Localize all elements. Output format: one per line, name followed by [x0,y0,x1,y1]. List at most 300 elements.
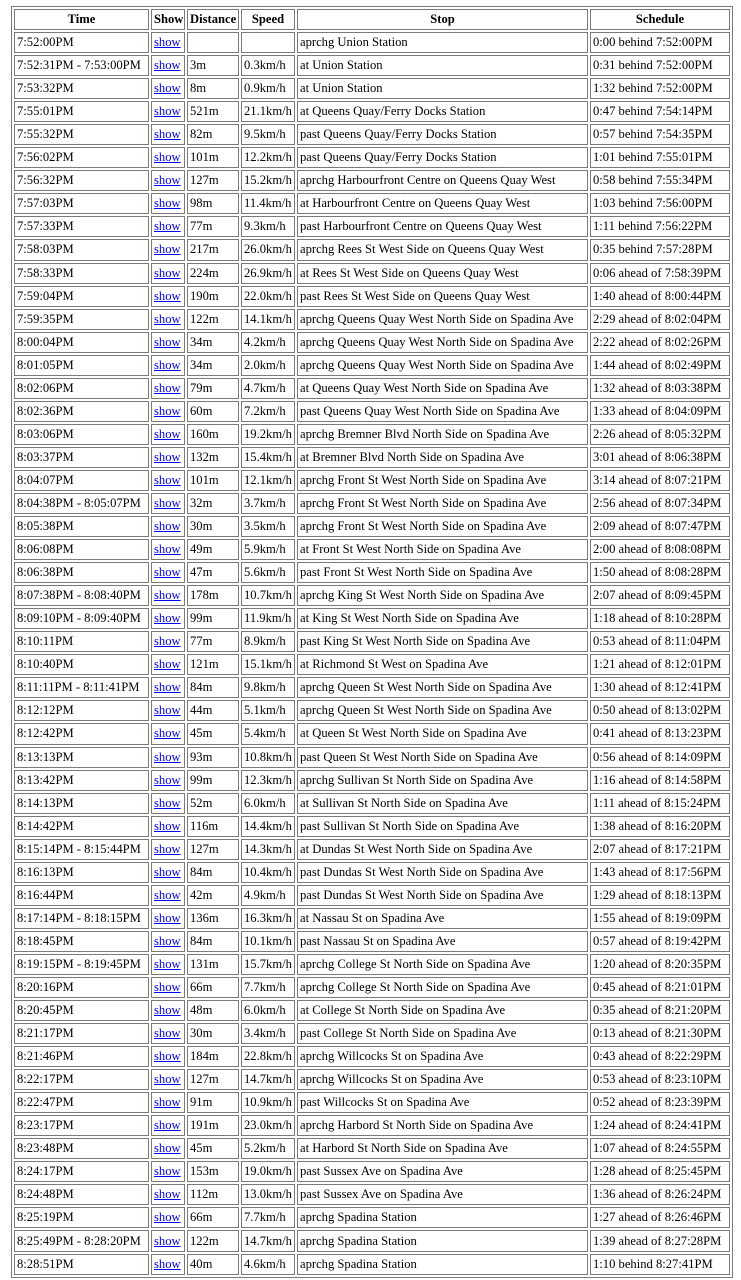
distance-cell: 32m [187,493,239,514]
show-link[interactable]: show [154,104,181,119]
time-cell: 8:24:17PM [14,1161,149,1182]
table-row [14,1069,730,1090]
schedule-cell: 2:26 ahead of 8:05:32PM [590,424,730,445]
schedule-cell: 2:07 ahead of 8:17:21PM [590,839,730,860]
speed-cell: 7.2km/h [241,401,295,422]
show-cell [151,170,185,191]
stop-cell: at Dundas St West North Side on Spadina Ave [297,839,588,860]
col-header-schedule: Schedule [590,9,730,30]
distance-cell: 48m [187,1000,239,1021]
show-cell [151,862,185,883]
show-cell [151,263,185,284]
table-row [14,286,730,307]
schedule-cell: 2:09 ahead of 8:07:47PM [590,516,730,537]
schedule-cell: 0:52 ahead of 8:23:39PM [590,1092,730,1113]
distance-cell: 122m [187,309,239,330]
show-cell [151,585,185,606]
show-cell [151,608,185,629]
speed-cell: 22.0km/h [241,286,295,307]
distance-cell: 47m [187,562,239,583]
stop-cell: aprchg Queens Quay West North Side on Spadina Ave [297,355,588,376]
show-link[interactable]: show [154,1003,181,1018]
show-link[interactable]: show [154,841,181,856]
show-link[interactable]: show [154,357,181,372]
show-link[interactable]: show [154,680,181,695]
show-link[interactable]: show [154,864,181,879]
distance-cell: 190m [187,286,239,307]
speed-cell: 16.3km/h [241,908,295,929]
stop-cell: at Sullivan St North Side on Spadina Ave [297,793,588,814]
schedule-cell: 2:29 ahead of 8:02:04PM [590,309,730,330]
stop-cell: aprchg College St North Side on Spadina Ave [297,954,588,975]
distance-cell: 224m [187,263,239,284]
schedule-cell: 1:50 ahead of 8:08:28PM [590,562,730,583]
table-row [14,700,730,721]
table-row [14,309,730,330]
show-link[interactable]: show [154,173,181,188]
time-cell: 8:04:38PM - 8:05:07PM [14,493,149,514]
show-link[interactable]: show [154,58,181,73]
table-row [14,1046,730,1067]
show-cell [151,239,185,260]
show-link[interactable]: show [154,380,181,395]
stop-cell: aprchg Spadina Station [297,1230,588,1251]
stop-cell: at Bremner Blvd North Side on Spadina Ave [297,447,588,468]
stop-cell: past Sussex Ave on Spadina Ave [297,1161,588,1182]
show-cell [151,378,185,399]
time-cell: 8:09:10PM - 8:09:40PM [14,608,149,629]
show-link[interactable]: show [154,933,181,948]
distance-cell: 40m [187,1254,239,1275]
schedule-cell: 1:44 ahead of 8:02:49PM [590,355,730,376]
table-row [14,770,730,791]
show-link[interactable]: show [154,749,181,764]
distance-cell: 217m [187,239,239,260]
show-link[interactable]: show [154,611,181,626]
schedule-cell: 0:56 ahead of 8:14:09PM [590,747,730,768]
table-row [14,193,730,214]
time-cell: 7:57:03PM [14,193,149,214]
schedule-cell: 0:13 ahead of 8:21:30PM [590,1023,730,1044]
table-row [14,470,730,491]
time-cell: 8:24:48PM [14,1184,149,1205]
speed-cell: 26.9km/h [241,263,295,284]
stop-cell: aprchg Spadina Station [297,1207,588,1228]
show-link[interactable]: show [154,795,181,810]
show-cell [151,562,185,583]
schedule-cell: 1:55 ahead of 8:19:09PM [590,908,730,929]
stop-cell: past Sullivan St North Side on Spadina Ave [297,816,588,837]
table-row [14,170,730,191]
time-cell: 8:02:36PM [14,401,149,422]
show-link[interactable]: show [154,1095,181,1110]
table-row [14,562,730,583]
speed-cell: 19.2km/h [241,424,295,445]
distance-cell: 131m [187,954,239,975]
time-cell: 8:14:42PM [14,816,149,837]
distance-cell: 101m [187,470,239,491]
schedule-cell: 0:50 ahead of 8:13:02PM [590,700,730,721]
show-link[interactable]: show [154,634,181,649]
distance-cell: 3m [187,55,239,76]
time-cell: 8:22:17PM [14,1069,149,1090]
time-cell: 8:20:16PM [14,977,149,998]
show-link[interactable]: show [154,127,181,142]
time-cell: 8:21:17PM [14,1023,149,1044]
time-cell: 8:20:45PM [14,1000,149,1021]
show-cell [151,55,185,76]
speed-cell: 10.8km/h [241,747,295,768]
speed-cell: 4.2km/h [241,332,295,353]
show-cell [151,816,185,837]
time-cell: 8:07:38PM - 8:08:40PM [14,585,149,606]
table-row [14,1138,730,1159]
schedule-cell: 1:40 ahead of 8:00:44PM [590,286,730,307]
show-link[interactable]: show [154,542,181,557]
time-cell: 8:11:11PM - 8:11:41PM [14,677,149,698]
show-cell [151,1207,185,1228]
distance-cell: 45m [187,1138,239,1159]
time-cell: 7:52:00PM [14,32,149,53]
show-link[interactable]: show [154,910,181,925]
show-link[interactable]: show [154,311,181,326]
distance-cell: 52m [187,793,239,814]
schedule-cell: 0:53 ahead of 8:23:10PM [590,1069,730,1090]
time-cell: 8:03:37PM [14,447,149,468]
show-link[interactable]: show [154,1049,181,1064]
stop-cell: aprchg Harbord St North Side on Spadina Ave [297,1115,588,1136]
table-row [14,147,730,168]
show-link[interactable]: show [154,726,181,741]
schedule-cell: 0:31 behind 7:52:00PM [590,55,730,76]
distance-cell: 30m [187,1023,239,1044]
stop-cell: aprchg Union Station [297,32,588,53]
speed-cell: 6.0km/h [241,1000,295,1021]
distance-cell: 98m [187,193,239,214]
table-row [14,862,730,883]
show-cell [151,216,185,237]
stop-cell: past King St West North Side on Spadina Ave [297,631,588,652]
schedule-cell: 1:39 ahead of 8:27:28PM [590,1230,730,1251]
table-row [14,954,730,975]
distance-cell: 127m [187,1069,239,1090]
table-row [14,931,730,952]
show-link[interactable]: show [154,472,181,487]
show-cell [151,1161,185,1182]
show-cell [151,723,185,744]
time-cell: 8:06:08PM [14,539,149,560]
stop-cell: aprchg Willcocks St on Spadina Ave [297,1069,588,1090]
table-row [14,516,730,537]
stop-cell: aprchg Spadina Station [297,1254,588,1275]
table-row [14,355,730,376]
speed-cell: 0.9km/h [241,78,295,99]
show-link[interactable]: show [154,1026,181,1041]
stop-cell: aprchg Queen St West North Side on Spadina Ave [297,700,588,721]
schedule-cell: 0:43 ahead of 8:22:29PM [590,1046,730,1067]
schedule-cell: 1:11 ahead of 8:15:24PM [590,793,730,814]
table-row [14,378,730,399]
time-cell: 7:52:31PM - 7:53:00PM [14,55,149,76]
stop-cell: aprchg Front St West North Side on Spadina Ave [297,493,588,514]
stop-cell: aprchg Willcocks St on Spadina Ave [297,1046,588,1067]
distance-cell: 99m [187,770,239,791]
speed-cell: 15.1km/h [241,654,295,675]
table-row [14,1207,730,1228]
stop-cell: at Union Station [297,55,588,76]
stop-cell: past Front St West North Side on Spadina Ave [297,562,588,583]
show-link[interactable]: show [154,288,181,303]
show-cell [151,1000,185,1021]
table-row [14,332,730,353]
speed-cell: 23.0km/h [241,1115,295,1136]
time-cell: 8:23:48PM [14,1138,149,1159]
time-cell: 8:01:05PM [14,355,149,376]
show-link[interactable]: show [154,403,181,418]
show-link[interactable]: show [154,1141,181,1156]
distance-cell: 82m [187,124,239,145]
speed-cell: 10.1km/h [241,931,295,952]
schedule-cell: 0:00 behind 7:52:00PM [590,32,730,53]
table-row [14,1161,730,1182]
distance-cell: 122m [187,1230,239,1251]
show-link[interactable]: show [154,426,181,441]
table-row [14,1230,730,1251]
time-cell: 7:58:03PM [14,239,149,260]
schedule-cell: 1:11 behind 7:56:22PM [590,216,730,237]
show-link[interactable]: show [154,196,181,211]
show-link[interactable]: show [154,334,181,349]
stop-cell: past Harbourfront Centre on Queens Quay West [297,216,588,237]
distance-cell: 91m [187,1092,239,1113]
time-cell: 8:14:13PM [14,793,149,814]
stop-cell: past Dundas St West North Side on Spadina Ave [297,862,588,883]
time-cell: 7:55:32PM [14,124,149,145]
distance-cell: 121m [187,654,239,675]
show-link[interactable]: show [154,979,181,994]
show-link[interactable]: show [154,772,181,787]
distance-cell [187,32,239,53]
schedule-cell: 1:43 ahead of 8:17:56PM [590,862,730,883]
show-link[interactable]: show [154,1072,181,1087]
show-cell [151,677,185,698]
col-header-time: Time [14,9,149,30]
schedule-cell: 1:38 ahead of 8:16:20PM [590,816,730,837]
show-cell [151,1023,185,1044]
show-cell [151,1230,185,1251]
speed-cell: 0.3km/h [241,55,295,76]
col-header-show: Show [151,9,185,30]
schedule-cell: 1:01 behind 7:55:01PM [590,147,730,168]
distance-cell: 101m [187,147,239,168]
show-link[interactable]: show [154,81,181,96]
speed-cell: 10.7km/h [241,585,295,606]
time-cell: 8:18:45PM [14,931,149,952]
speed-cell: 12.3km/h [241,770,295,791]
speed-cell: 12.1km/h [241,470,295,491]
show-link[interactable]: show [154,219,181,234]
show-link[interactable]: show [154,1118,181,1133]
stop-cell: aprchg Front St West North Side on Spadina Ave [297,470,588,491]
time-cell: 8:25:19PM [14,1207,149,1228]
schedule-cell: 0:35 behind 7:57:28PM [590,239,730,260]
distance-cell: 30m [187,516,239,537]
schedule-cell: 1:10 behind 8:27:41PM [590,1254,730,1275]
show-link[interactable]: show [154,657,181,672]
speed-cell: 14.4km/h [241,816,295,837]
col-header-distance: Distance [187,9,239,30]
stop-cell: past Rees St West Side on Queens Quay West [297,286,588,307]
stop-cell: at Queens Quay/Ferry Docks Station [297,101,588,122]
time-cell: 8:12:12PM [14,700,149,721]
show-cell [151,516,185,537]
speed-cell [241,32,295,53]
time-cell: 8:10:40PM [14,654,149,675]
show-link[interactable]: show [154,1256,181,1271]
show-link[interactable]: show [154,35,181,50]
speed-cell: 9.3km/h [241,216,295,237]
time-cell: 8:21:46PM [14,1046,149,1067]
time-cell: 8:13:13PM [14,747,149,768]
time-cell: 8:05:38PM [14,516,149,537]
schedule-cell: 1:16 ahead of 8:14:58PM [590,770,730,791]
distance-cell: 77m [187,216,239,237]
speed-cell: 9.5km/h [241,124,295,145]
show-link[interactable]: show [154,818,181,833]
show-cell [151,401,185,422]
table-row [14,1184,730,1205]
speed-cell: 6.0km/h [241,793,295,814]
stop-cell: past Queens Quay West North Side on Spadina Ave [297,401,588,422]
table-row [14,631,730,652]
show-link[interactable]: show [154,1187,181,1202]
schedule-cell: 1:28 ahead of 8:25:45PM [590,1161,730,1182]
distance-cell: 160m [187,424,239,445]
table-row [14,1000,730,1021]
show-link[interactable]: show [154,519,181,534]
table-row [14,32,730,53]
schedule-cell: 1:36 ahead of 8:26:24PM [590,1184,730,1205]
distance-cell: 44m [187,700,239,721]
show-cell [151,101,185,122]
table-row [14,885,730,906]
schedule-cell: 1:21 ahead of 8:12:01PM [590,654,730,675]
table-row [14,585,730,606]
stop-cell: at Front St West North Side on Spadina Ave [297,539,588,560]
schedule-cell: 0:45 ahead of 8:21:01PM [590,977,730,998]
show-cell [151,700,185,721]
show-cell [151,631,185,652]
show-link[interactable]: show [154,150,181,165]
show-link[interactable]: show [154,956,181,971]
speed-cell: 3.4km/h [241,1023,295,1044]
table-row [14,723,730,744]
speed-cell: 4.7km/h [241,378,295,399]
time-cell: 8:10:11PM [14,631,149,652]
time-cell: 8:03:06PM [14,424,149,445]
show-link[interactable]: show [154,1233,181,1248]
speed-cell: 5.9km/h [241,539,295,560]
distance-cell: 66m [187,977,239,998]
schedule-cell: 1:20 ahead of 8:20:35PM [590,954,730,975]
schedule-cell: 0:53 ahead of 8:11:04PM [590,631,730,652]
show-cell [151,355,185,376]
schedule-cell: 1:03 behind 7:56:00PM [590,193,730,214]
time-cell: 8:12:42PM [14,723,149,744]
speed-cell: 4.6km/h [241,1254,295,1275]
distance-cell: 521m [187,101,239,122]
speed-cell: 3.5km/h [241,516,295,537]
show-cell [151,1184,185,1205]
distance-cell: 77m [187,631,239,652]
show-link[interactable]: show [154,1164,181,1179]
show-cell [151,332,185,353]
speed-cell: 2.0km/h [241,355,295,376]
speed-cell: 10.9km/h [241,1092,295,1113]
show-link[interactable]: show [154,588,181,603]
table-row [14,78,730,99]
distance-cell: 60m [187,401,239,422]
table-row [14,401,730,422]
stop-cell: aprchg Queens Quay West North Side on Spadina Ave [297,309,588,330]
show-cell [151,539,185,560]
show-link[interactable]: show [154,887,181,902]
schedule-cell: 0:58 behind 7:55:34PM [590,170,730,191]
time-cell: 8:06:38PM [14,562,149,583]
speed-cell: 11.4km/h [241,193,295,214]
speed-cell: 15.2km/h [241,170,295,191]
stop-cell: past Willcocks St on Spadina Ave [297,1092,588,1113]
stop-cell: at Richmond St West on Spadina Ave [297,654,588,675]
schedule-cell: 0:35 ahead of 8:21:20PM [590,1000,730,1021]
show-link[interactable]: show [154,265,181,280]
table-row [14,977,730,998]
show-link[interactable]: show [154,496,181,510]
schedule-cell: 2:07 ahead of 8:09:45PM [590,585,730,606]
show-link[interactable]: show [154,449,181,464]
stop-cell: past Queens Quay/Ferry Docks Station [297,124,588,145]
stop-cell: past College St North Side on Spadina Ave [297,1023,588,1044]
stop-cell: past Queens Quay/Ferry Docks Station [297,147,588,168]
stop-cell: at Rees St West Side on Queens Quay West [297,263,588,284]
show-link[interactable]: show [154,1210,181,1225]
table-row [14,239,730,260]
show-cell [151,1254,185,1275]
stop-cell: aprchg Bremner Blvd North Side on Spadina Ave [297,424,588,445]
table-row [14,747,730,768]
schedule-cell: 2:22 ahead of 8:02:26PM [590,332,730,353]
schedule-cell: 2:00 ahead of 8:08:08PM [590,539,730,560]
show-cell [151,1115,185,1136]
time-cell: 8:02:06PM [14,378,149,399]
table-row [14,124,730,145]
show-link[interactable]: show [154,242,181,257]
show-link[interactable]: show [154,565,181,580]
speed-cell: 8.9km/h [241,631,295,652]
show-cell [151,931,185,952]
stop-cell: at Harbourfront Centre on Queens Quay West [297,193,588,214]
speed-cell: 11.9km/h [241,608,295,629]
speed-cell: 19.0km/h [241,1161,295,1182]
show-cell [151,1092,185,1113]
time-cell: 8:22:47PM [14,1092,149,1113]
table-row [14,608,730,629]
stop-cell: aprchg Queen St West North Side on Spadina Ave [297,677,588,698]
show-link[interactable]: show [154,703,181,718]
stop-cell: aprchg Harbourfront Centre on Queens Quay West [297,170,588,191]
speed-cell: 3.7km/h [241,493,295,514]
table-row [14,101,730,122]
